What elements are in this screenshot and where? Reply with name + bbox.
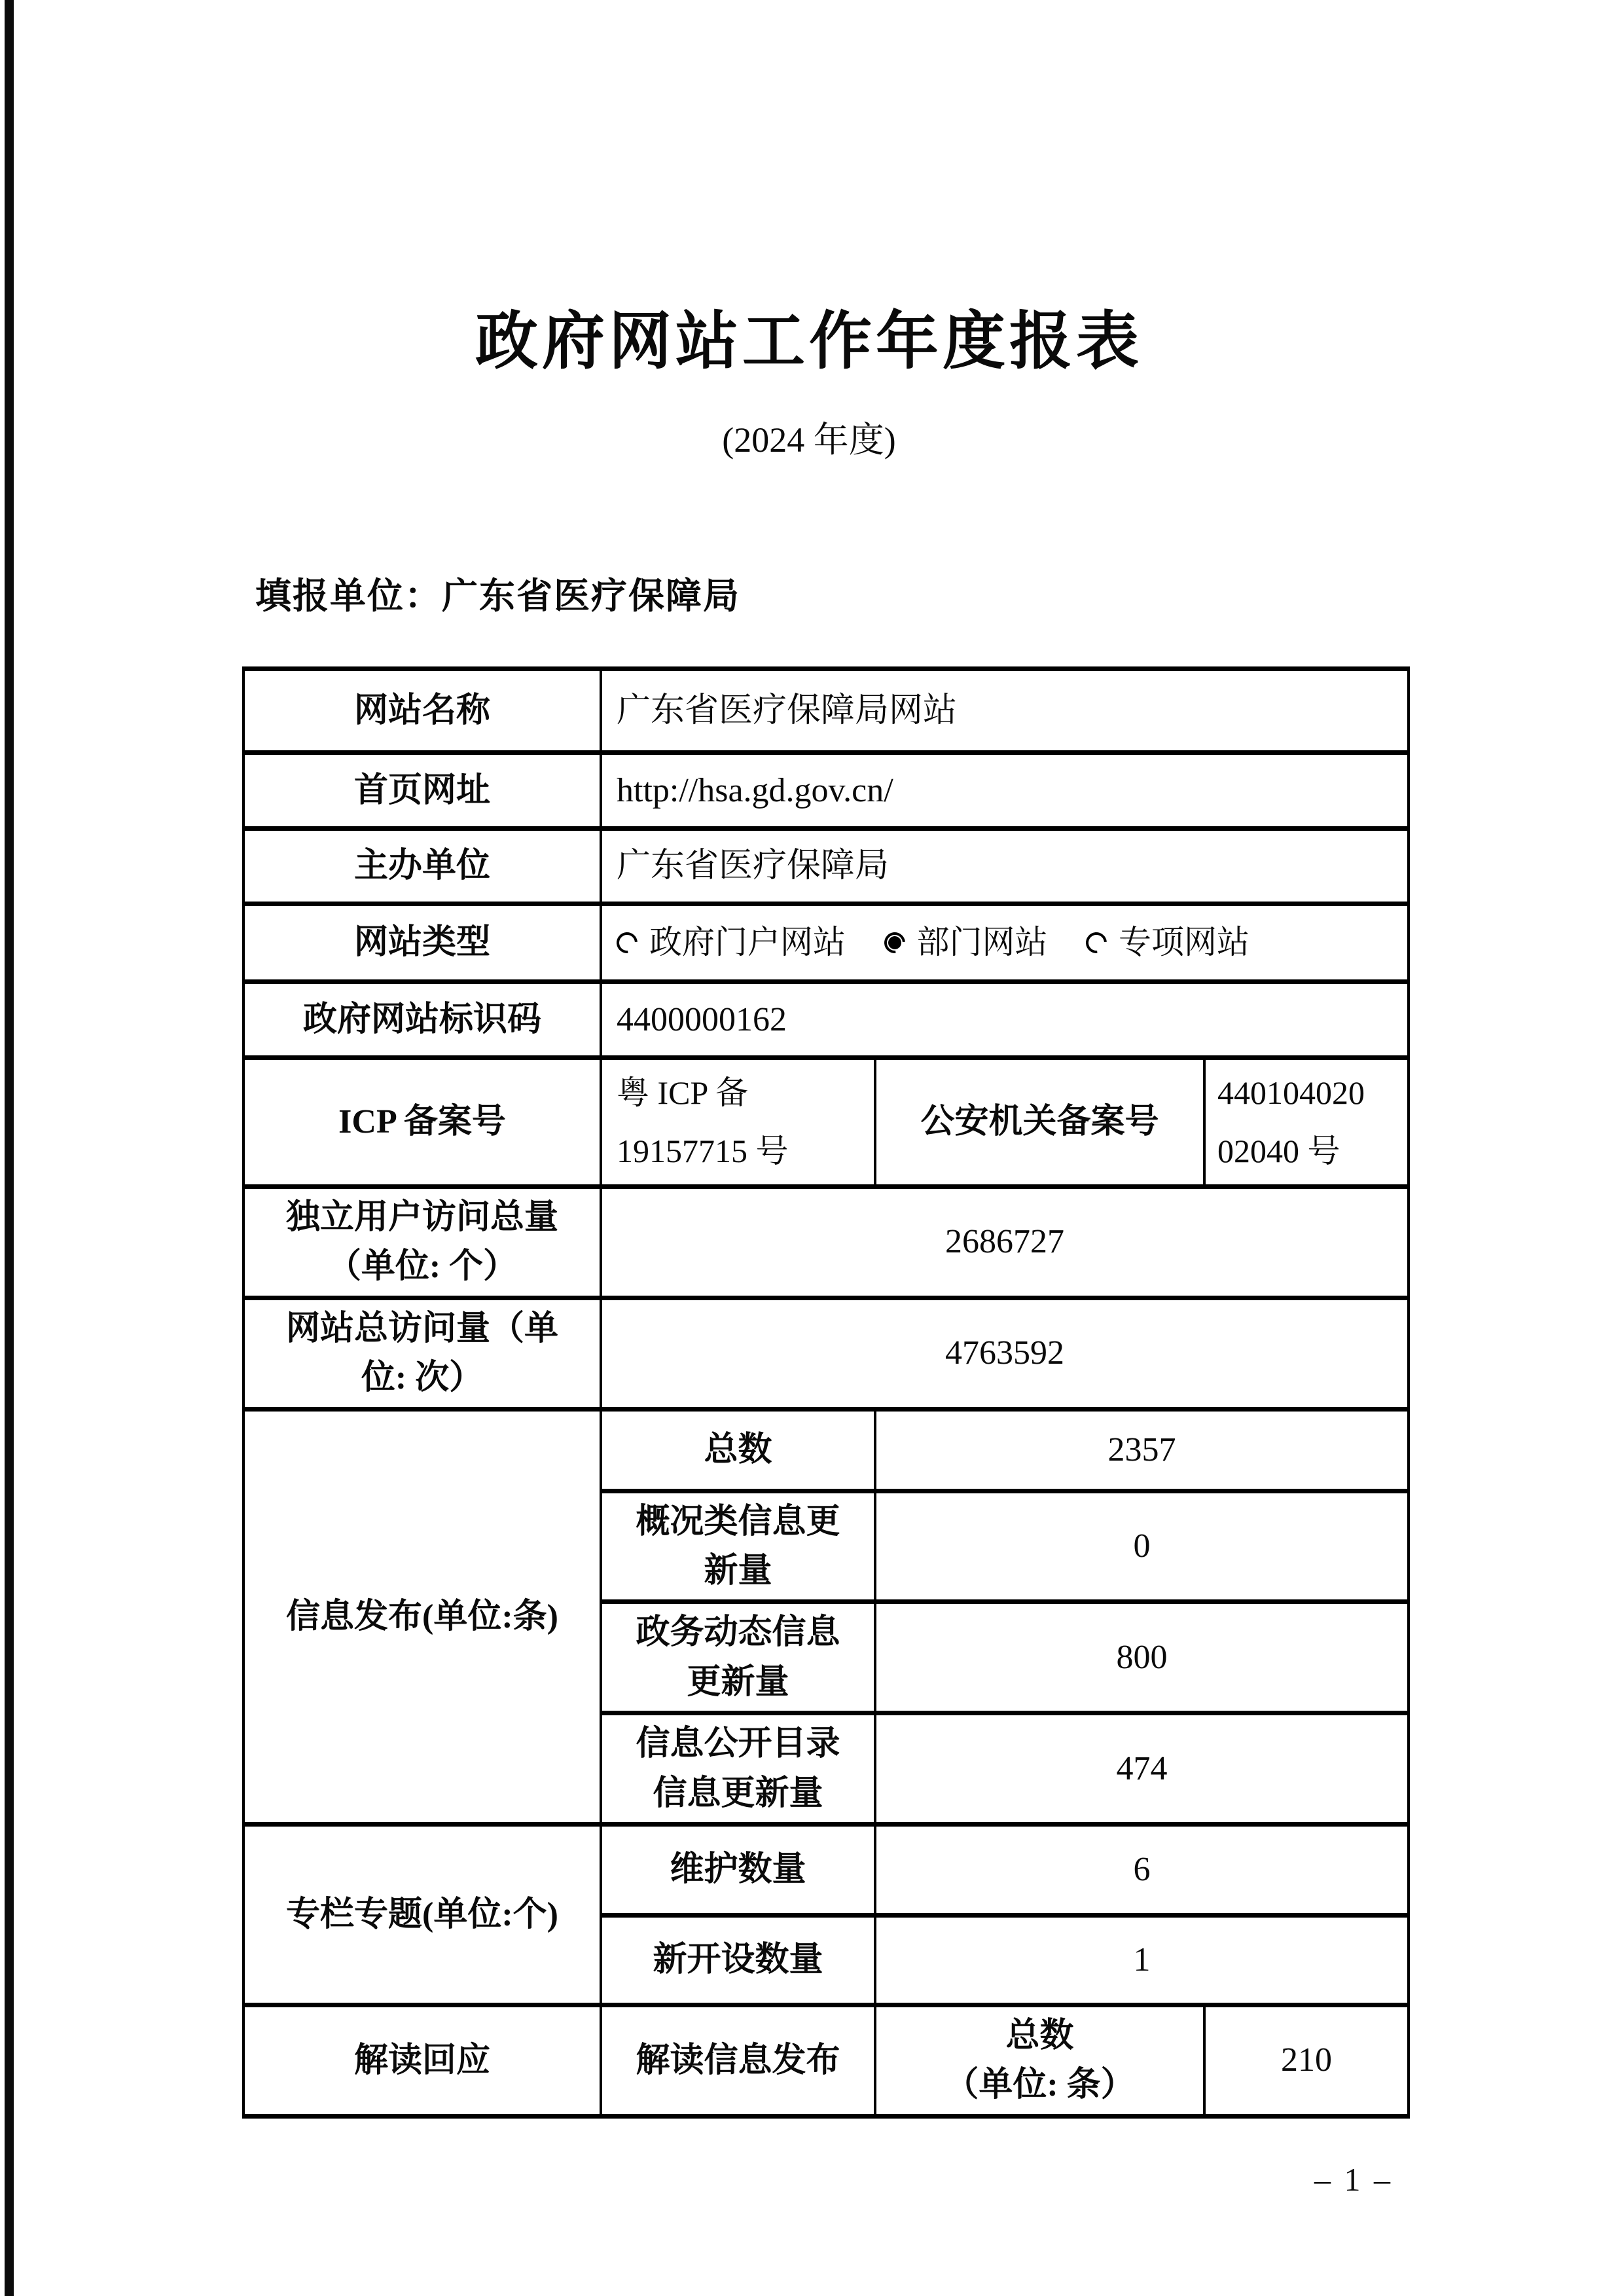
unique-visitors-label: 独立用户访问总量（单位: 个） xyxy=(285,1199,558,1286)
info-total-value: 2357 xyxy=(1107,1430,1176,1468)
site-type-label: 网站类型 xyxy=(353,924,490,962)
info-total-label-cell xyxy=(601,1409,875,1491)
icp-value-line2: 19157715 号 xyxy=(617,1133,789,1169)
maintained-label-cell xyxy=(601,1824,875,1915)
open-dir-update-label: 信息公开目录信息更新量 xyxy=(636,1725,840,1812)
page-number: – 1 – xyxy=(1314,2161,1393,2198)
open-dir-update-value: 474 xyxy=(1116,1749,1168,1787)
total-visits-label-cell xyxy=(243,1298,601,1409)
site-name-value-cell xyxy=(601,669,1409,753)
newly-opened-label: 新开设数量 xyxy=(653,1941,823,1979)
home-url-value-cell xyxy=(601,753,1409,829)
interpretation-total-label-cell xyxy=(875,2005,1204,2116)
document-subtitle: (2024 年度) xyxy=(722,420,896,460)
special-columns-label-cell xyxy=(243,1824,601,2005)
site-type-option-label: 专项网站 xyxy=(1119,924,1249,960)
table-row-total-visits xyxy=(243,1298,1409,1409)
radio-button-icon[interactable] xyxy=(1081,928,1111,957)
overview-update-label-cell xyxy=(601,1491,875,1602)
home-url-label-cell xyxy=(243,753,601,829)
reporting-unit-value: 广东省医疗保障局 xyxy=(442,576,741,616)
table-row-site-name xyxy=(243,669,1409,753)
police-record-value-line1: 440104020 xyxy=(1217,1074,1365,1111)
table-row-site-type xyxy=(243,904,1409,982)
site-type-options xyxy=(617,924,1280,960)
total-visits-label: 网站总访问量（单位: 次） xyxy=(285,1309,558,1397)
interpretation-publish-label-cell xyxy=(601,2005,875,2116)
table-row-unique-visitors xyxy=(243,1187,1409,1298)
reporting-unit-line xyxy=(255,575,740,618)
gov-news-update-value: 800 xyxy=(1116,1638,1168,1676)
total-visits-value-cell xyxy=(601,1298,1409,1409)
interpretation-label-cell xyxy=(243,2005,601,2116)
info-total-value-cell xyxy=(875,1409,1409,1491)
special-columns-label: 专栏专题(单位:个) xyxy=(286,1895,558,1933)
newly-opened-value-cell xyxy=(875,1915,1409,2005)
organizer-value: 广东省医疗保障局 xyxy=(617,847,890,884)
organizer-value-cell xyxy=(601,829,1409,904)
gov-news-update-label: 政务动态信息更新量 xyxy=(636,1614,840,1701)
open-dir-update-label-cell xyxy=(601,1713,875,1825)
open-dir-update-value-cell xyxy=(875,1713,1409,1825)
newly-opened-label-cell xyxy=(601,1915,875,2005)
police-record-label: 公安机关备案号 xyxy=(920,1103,1159,1141)
reporting-unit-label: 填报单位： xyxy=(255,576,442,616)
interpretation-total-label-line2: （单位: 条） xyxy=(944,2066,1135,2104)
table-row-interpretation xyxy=(243,2005,1409,2116)
site-type-option-portal xyxy=(617,918,846,967)
organizer-label-cell xyxy=(243,829,601,904)
interpretation-publish-label: 解读信息发布 xyxy=(636,2041,840,2079)
home-url-label: 首页网址 xyxy=(353,771,490,809)
icp-label-cell xyxy=(243,1058,601,1187)
table-row-icp xyxy=(243,1058,1409,1187)
overview-update-value-cell xyxy=(875,1491,1409,1602)
interpretation-total-label-line1: 总数 xyxy=(1005,2016,1074,2054)
police-record-value-cell xyxy=(1204,1058,1409,1187)
table-row-maintained-columns xyxy=(243,1824,1409,1915)
total-visits-value: 4763592 xyxy=(945,1334,1064,1372)
table-row-home-url xyxy=(243,753,1409,829)
maintained-value: 6 xyxy=(1133,1850,1151,1888)
home-url-value: http://hsa.gd.gov.cn/ xyxy=(617,771,893,809)
icp-label: ICP 备案号 xyxy=(338,1103,506,1141)
icp-value-cell xyxy=(601,1058,875,1187)
unique-visitors-value: 2686727 xyxy=(945,1223,1064,1261)
unique-visitors-label-cell xyxy=(243,1187,601,1298)
site-code-label: 政府网站标识码 xyxy=(302,1000,541,1038)
radio-button-icon[interactable] xyxy=(612,928,641,957)
document-title: 政府网站工作年度报表 xyxy=(475,306,1143,376)
newly-opened-value: 1 xyxy=(1133,1941,1151,1978)
site-type-option-label: 部门网站 xyxy=(916,924,1048,960)
interpretation-total-value: 210 xyxy=(1281,2041,1332,2079)
icp-value-line1: 粤 ICP 备 xyxy=(617,1074,748,1111)
site-name-value: 广东省医疗保障局网站 xyxy=(617,691,958,729)
gov-news-update-label-cell xyxy=(601,1602,875,1713)
interpretation-total-value-cell xyxy=(1204,2005,1409,2116)
table-row-organizer xyxy=(243,829,1409,904)
info-total-label: 总数 xyxy=(704,1430,772,1468)
site-code-value-cell xyxy=(601,982,1409,1058)
site-type-option-label: 政府门户网站 xyxy=(649,924,846,960)
site-type-value-cell xyxy=(601,904,1409,982)
overview-update-label: 概况类信息更新量 xyxy=(636,1503,840,1590)
annual-report-table xyxy=(242,666,1410,2119)
site-type-label-cell xyxy=(243,904,601,982)
site-code-label-cell xyxy=(243,982,601,1058)
gov-news-update-value-cell xyxy=(875,1602,1409,1713)
site-name-label: 网站名称 xyxy=(353,691,490,729)
maintained-value-cell xyxy=(875,1824,1409,1915)
site-type-option-special xyxy=(1086,918,1249,967)
maintained-label: 维护数量 xyxy=(670,1851,806,1889)
info-publish-label-cell xyxy=(243,1409,601,1824)
site-name-label-cell xyxy=(243,669,601,753)
organizer-label: 主办单位 xyxy=(353,847,490,885)
table-row-site-code xyxy=(243,982,1409,1058)
interpretation-label: 解读回应 xyxy=(353,2041,490,2079)
info-publish-label: 信息发布(单位:条) xyxy=(286,1597,558,1635)
table-row-info-total xyxy=(243,1409,1409,1491)
radio-button-icon[interactable] xyxy=(880,928,909,957)
unique-visitors-value-cell xyxy=(601,1187,1409,1298)
overview-update-value: 0 xyxy=(1133,1527,1151,1565)
police-record-value-line2: 02040 号 xyxy=(1217,1133,1340,1169)
site-type-option-department xyxy=(884,918,1048,967)
police-record-label-cell xyxy=(875,1058,1204,1187)
site-code-value: 4400000162 xyxy=(617,1000,787,1038)
